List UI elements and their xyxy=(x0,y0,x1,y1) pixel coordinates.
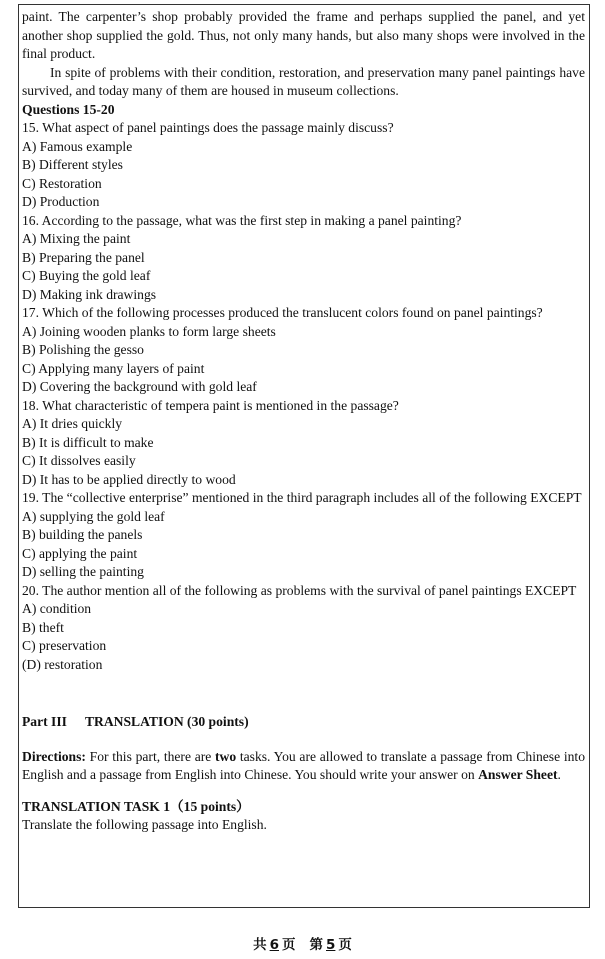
directions-answer-sheet: Answer Sheet xyxy=(478,767,558,782)
footer-current-suffix: 页 xyxy=(338,937,352,953)
question-option: D) It has to be applied directly to wood xyxy=(22,471,236,487)
directions-text-2: tasks. You are allowed to translate a passage from Chinese into English and a passage from English into Chinese. You should write your answer on xyxy=(22,748,585,782)
question-option: B) Different styles xyxy=(22,157,123,172)
question-option: B) theft xyxy=(22,619,64,635)
question-option: D) selling the painting xyxy=(22,564,144,579)
translation-task-instruction: Translate the following passage into English. xyxy=(22,817,267,832)
question-option: B) building the panels xyxy=(22,527,143,542)
question-option: B) It is difficult to make xyxy=(22,434,154,450)
translation-task-title: TRANSLATION TASK 1（15 points） xyxy=(22,798,250,814)
question-option: B) Polishing the gesso xyxy=(22,342,144,357)
passage-paragraph-2: In spite of problems with their condition, restoration, and preservation many panel paintings have survived, and today many of them are housed in museum collections. xyxy=(22,64,585,98)
page-frame xyxy=(18,4,590,908)
footer-total-suffix: 页 xyxy=(282,937,296,953)
directions-label: Directions: xyxy=(22,748,86,764)
directions-text-3: . xyxy=(557,767,561,782)
question-option: A) Joining wooden planks to form large sheets xyxy=(22,323,276,339)
question-stem: 20. The author mention all of the following as problems with the survival of panel paintings EXCEPT xyxy=(22,582,577,598)
directions-text-1: For this part, there are xyxy=(85,748,215,764)
question-option: C) preservation xyxy=(22,638,107,653)
part-3-heading: TRANSLATION (30 points) xyxy=(84,714,249,729)
question-option: B) Preparing the panel xyxy=(22,249,145,265)
question-stem: 17. Which of the following processes produced the translucent colors found on panel paintings? xyxy=(22,305,543,320)
question-option: C) Buying the gold leaf xyxy=(22,268,151,283)
directions-bold-two: two xyxy=(215,748,237,764)
question-option: A) It dries quickly xyxy=(22,416,123,431)
question-option: A) Mixing the paint xyxy=(22,231,131,246)
question-stem: 16. According to the passage, what was the first step in making a panel painting? xyxy=(22,212,462,228)
footer-total-prefix: 共 xyxy=(253,937,267,953)
footer-current-prefix: 第 xyxy=(309,937,323,953)
question-option: A) Famous example xyxy=(22,138,133,154)
questions-heading: Questions 15-20 xyxy=(22,101,115,117)
question-list xyxy=(22,119,585,674)
question-option: D) Covering the background with gold leaf xyxy=(22,379,257,394)
question-option: D) Production xyxy=(22,194,100,209)
question-option: C) Restoration xyxy=(22,175,102,191)
passage-paragraph-1: paint. The carpenter’s shop probably provided the frame and perhaps supplied the panel, and yet another shop supplied the gold. Thus, not only many hands, but also many shops were involved in the final product. xyxy=(22,9,585,61)
question-option: A) supplying the gold leaf xyxy=(22,508,165,524)
question-stem: 18. What characteristic of tempera paint is mentioned in the passage? xyxy=(22,397,399,413)
question-option: (D) restoration xyxy=(22,656,103,672)
question-option: C) Applying many layers of paint xyxy=(22,360,205,376)
part-3-title xyxy=(22,713,585,732)
footer-current-page: 5 xyxy=(326,937,336,953)
part-3-label: Part III xyxy=(22,714,67,729)
question-stem: 19. The “collective enterprise” mentioned in the third paragraph includes all of the following EXCEPT xyxy=(22,490,582,505)
directions-paragraph xyxy=(22,748,585,785)
footer-total-pages: 6 xyxy=(269,937,279,953)
question-option: C) applying the paint xyxy=(22,545,138,561)
page-footer xyxy=(0,933,605,953)
question-option: D) Making ink drawings xyxy=(22,286,157,302)
question-option: A) condition xyxy=(22,601,92,616)
question-stem: 15. What aspect of panel paintings does the passage mainly discuss? xyxy=(22,120,394,135)
question-option: C) It dissolves easily xyxy=(22,453,136,468)
